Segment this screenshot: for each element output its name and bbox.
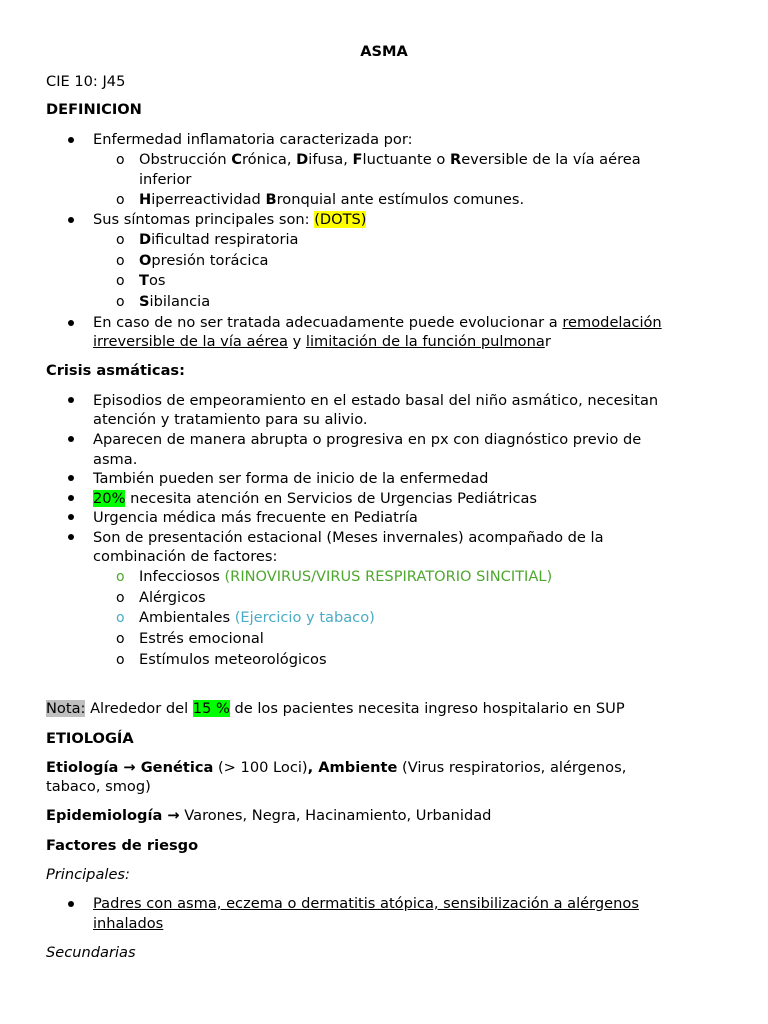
bullet-dot xyxy=(68,901,74,907)
definicion-sub-item-1-cont: inferior xyxy=(139,171,192,188)
cie-code: CIE 10: J45 xyxy=(46,73,126,90)
etiologia-line-cont: tabaco, smog) xyxy=(46,778,151,795)
factor-meteorologicos: Estímulos meteorológicos xyxy=(139,651,327,668)
epidemiologia-line: Epidemiología → Varones, Negra, Hacinamiento, Urbanidad xyxy=(46,807,492,824)
bullet-dot xyxy=(68,534,74,540)
crisis-item-2-cont: asma. xyxy=(93,451,138,468)
crisis-item-3: También pueden ser forma de inicio de la enfermedad xyxy=(93,470,489,487)
etiologia-line: Etiología → Genética (> 100 Loci), Ambiente (Virus respiratorios, alérgenos, xyxy=(46,759,627,776)
dots-item-d: Dificultad respiratoria xyxy=(139,231,299,248)
bullet-dot xyxy=(68,320,74,326)
bullet-dot xyxy=(68,436,74,442)
sub-bullet-circle: o xyxy=(116,610,125,626)
factor-ambientales: Ambientales (Ejercicio y tabaco) xyxy=(139,609,375,626)
bullet-dot xyxy=(68,217,74,223)
document-title: ASMA xyxy=(360,43,408,60)
principales-item-1: Padres con asma, eczema o dermatitis atópica, sensibilización a alérgenos xyxy=(93,895,639,912)
definicion-item-3: En caso de no ser tratada adecuadamente puede evolucionar a remodelación xyxy=(93,314,662,331)
factor-infecciosos: Infecciosos (RINOVIRUS/VIRUS RESPIRATORIO SINCITIAL) xyxy=(139,568,553,585)
sub-bullet-circle: o xyxy=(116,631,125,647)
dots-item-o: Opresión torácica xyxy=(139,252,269,269)
crisis-item-1: Episodios de empeoramiento en el estado basal del niño asmático, necesitan xyxy=(93,392,659,409)
definicion-heading: DEFINICION xyxy=(46,101,142,118)
dots-item-s: Sibilancia xyxy=(139,293,211,310)
bullet-dot xyxy=(68,137,74,143)
factor-alergicos: Alérgicos xyxy=(139,589,206,606)
definicion-sub-item-1: Obstrucción Crónica, Difusa, Fluctuante o Reversible de la vía aérea xyxy=(139,151,641,168)
secundarias-label: Secundarias xyxy=(46,944,136,961)
factores-riesgo-heading: Factores de riesgo xyxy=(46,837,199,854)
principales-label: Principales: xyxy=(46,866,130,883)
sub-bullet-circle: o xyxy=(116,273,125,289)
definicion-sub-item-2: Hiperreactividad Bronquial ante estímulos comunes. xyxy=(139,191,525,208)
principales-item-1-cont: inhalados xyxy=(93,915,164,932)
crisis-item-2: Aparecen de manera abrupta o progresiva en px con diagnóstico previo de xyxy=(93,431,642,448)
sub-bullet-circle: o xyxy=(116,152,125,168)
etiologia-heading: ETIOLOGÍA xyxy=(46,730,134,747)
crisis-item-6: Son de presentación estacional (Meses invernales) acompañado de la xyxy=(93,529,604,546)
bullet-dot xyxy=(68,475,74,481)
bullet-dot xyxy=(68,495,74,501)
crisis-item-4: 20% necesita atención en Servicios de Urgencias Pediátricas xyxy=(93,490,538,507)
definicion-item-3-cont: irreversible de la vía aérea y limitación de la función pulmonar xyxy=(93,333,551,350)
sub-bullet-circle: o xyxy=(116,294,125,310)
sub-bullet-circle: o xyxy=(116,569,125,585)
crisis-item-1-cont: atención y tratamiento para su alivio. xyxy=(93,411,368,428)
crisis-heading: Crisis asmáticas: xyxy=(46,362,185,379)
crisis-item-6-cont: combinación de factores: xyxy=(93,548,278,565)
nota-line: Nota: Alrededor del 15 % de los pacientes necesita ingreso hospitalario en SUP xyxy=(46,700,625,717)
bullet-dot xyxy=(68,514,74,520)
sub-bullet-circle: o xyxy=(116,253,125,269)
crisis-item-5: Urgencia médica más frecuente en Pediatría xyxy=(93,509,418,526)
definicion-item-2: Sus síntomas principales son: (DOTS) xyxy=(93,211,367,228)
dots-item-t: Tos xyxy=(139,272,166,289)
definicion-item-1: Enfermedad inflamatoria caracterizada por: xyxy=(93,131,413,148)
sub-bullet-circle: o xyxy=(116,192,125,208)
bullet-dot xyxy=(68,397,74,403)
sub-bullet-circle: o xyxy=(116,232,125,248)
sub-bullet-circle: o xyxy=(116,590,125,606)
sub-bullet-circle: o xyxy=(116,652,125,668)
factor-estres: Estrés emocional xyxy=(139,630,264,647)
